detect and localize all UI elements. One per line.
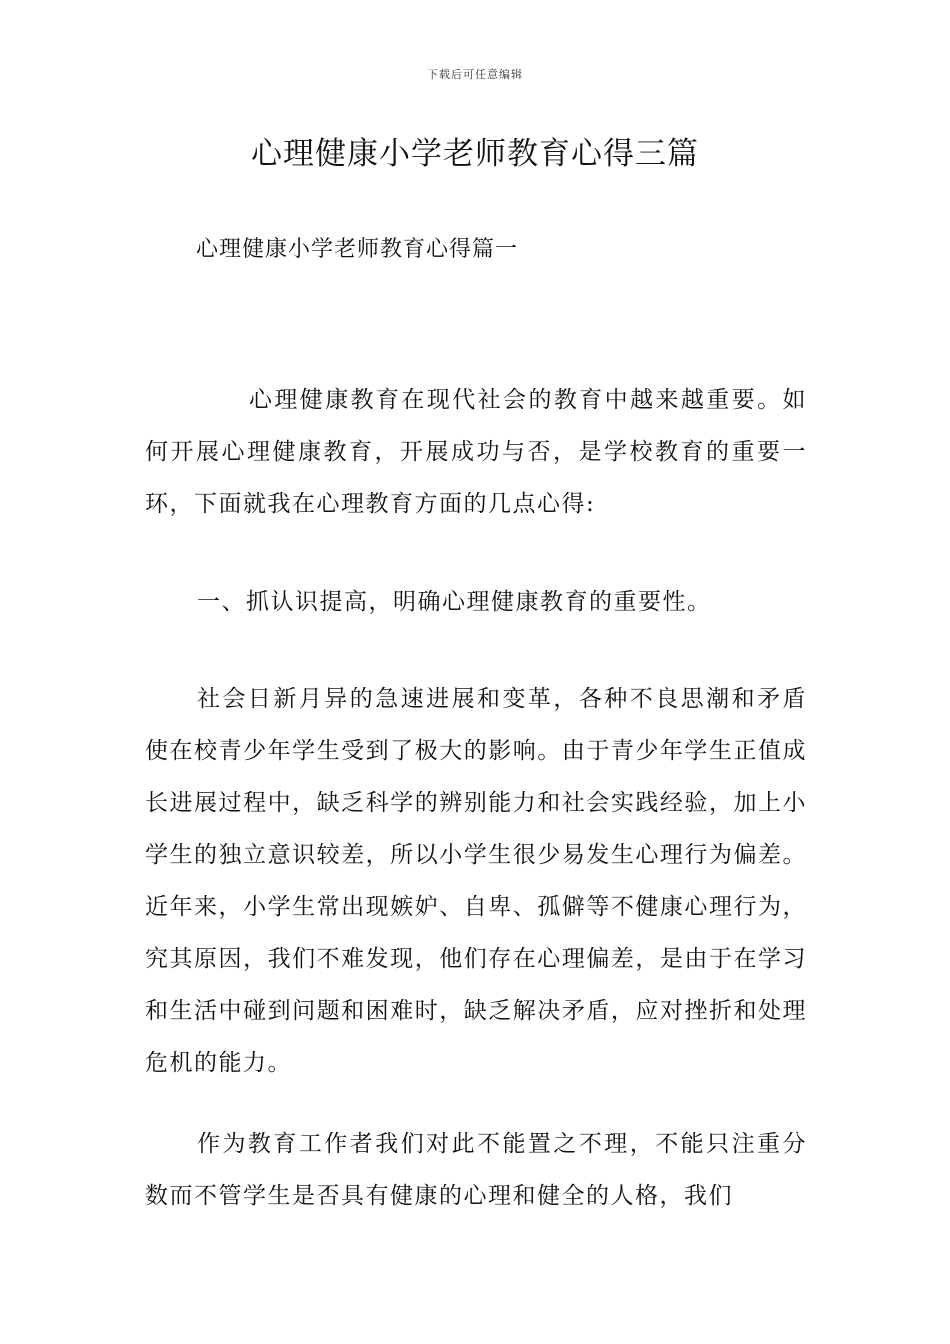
paragraph-point-one: 一、抓认识提高，明确心理健康教育的重要性。 [197,589,712,615]
paragraph-body-two: 作为教育工作者我们对此不能置之不理，不能只注重分数而不管学生是否具有健康的心理和健全的人格，我们 [145,1131,807,1209]
section-heading: 心理健康小学老师教育心得篇一 [196,237,519,262]
document-title: 心理健康小学老师教育心得三篇 [251,136,699,172]
paragraph-body-one: 社会日新月异的急速进展和变革，各种不良思潮和矛盾使在校青少年学生受到了极大的影响。由于青少年学生正值成长进展过程中，缺乏科学的辨别能力和社会实践经验，加上小学生的独立意识较差，所以小学生很少易发生心理行为偏差。近年来，小学生常出现嫉妒、自卑、孤僻等不健康心理行为，究其原因，我们不难发现，他们存在心理偏差，是由于在学习和生活中碰到问题和困难时，缺乏解决矛盾，应对挫折和处理危机的能力。 [145,686,807,1076]
paragraph-intro: 心理健康教育在现代社会的教育中越来越重要。如何开展心理健康教育，开展成功与否，是学校教育的重要一环，下面就我在心理教育方面的几点心得: [145,387,807,517]
header-note: 下载后可任意编辑 [427,68,523,81]
